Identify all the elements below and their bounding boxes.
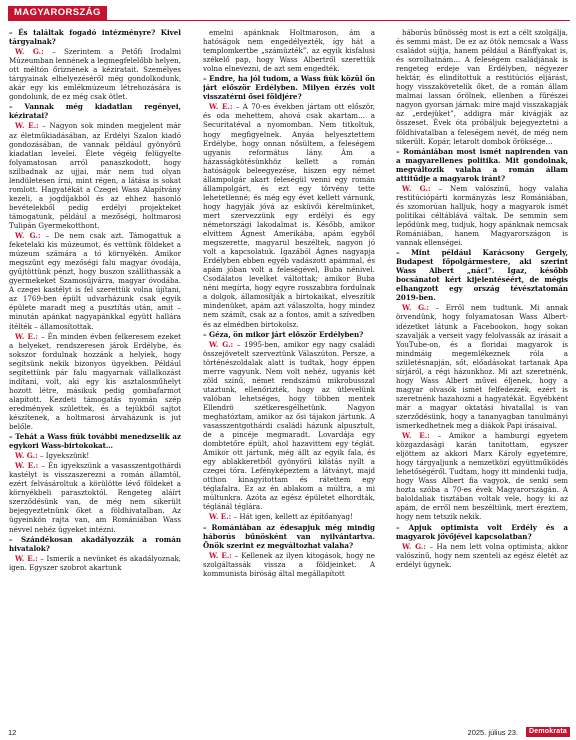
paragraph-text: – Vannak még kiadatlan regényei, kéziratai? <box>9 102 181 121</box>
interview-answer <box>9 461 181 533</box>
speaker-label: W. G.: <box>15 231 41 241</box>
article-column-3 <box>396 28 568 724</box>
speaker-label: W. E.: <box>15 121 39 131</box>
interview-question <box>9 432 181 450</box>
paragraph-text: – Erről nem tudtunk. Mi annak örvendünk, hogy folyamatosan Wass Albert-idézetket látunk a Facebookon, hogy sokan szavalják a verseit vagy felolvassák az írásait a YouTube-on, és a floridai magyarok is mindmáig megemlékeznek róla a születésnapján, sőt, előadásokat tartanak Apa sírjáról, a régi házunkhoz. Mi azt szeretnénk, hogy Wass Albert művei éljenek, hogy a magyar olvasók ismét felfedezzék, ezért is szeretnénk hazahozni a hagyatékát. Egyébként már a magyar oktatási hivatallal is van szerződésünk, hogy a tananyagban tanulmányi ismerkedhetnek meg a diákok Papi írásaival. <box>396 303 568 431</box>
interview-question <box>9 28 181 46</box>
speaker-label: W. E.: <box>209 512 232 522</box>
interview-answer <box>396 28 568 146</box>
interview-answer <box>396 303 568 430</box>
interview-answer <box>9 554 181 572</box>
interview-question <box>396 248 568 302</box>
speaker-label: W. E.: <box>15 553 38 563</box>
paragraph-text: háborús bűnösség most is ezt a célt szolgálja, és semmi mást. De ez az ötök nemcsak a Wass családot sújtja, hanem például a Bánffyakat is, és sorolhatnám… A feleségem családjának is rengeteg erdeje van Erdélyben, négyezer hektár, és elindítottuk a restitúciós eljárást, hogy visszakövetelik őket, de a román állam malmai lassan őrölnek, ellenben a fűrészei nagyon gyorsan járnak: mire majd visszakapják az „erdejüket”, addigra már kivágják az összeset. Évek óta próbáljuk bejegyeztetni a földhivatalban a feleségem nevét, de még nem sikerült. Kopár, letarolt dombok őröksége… <box>396 28 568 146</box>
paragraph-text: – Romániában az édesapjuk még mindig háborús bűnösként van nyilvántartva. Önök szerint ez megváltozhat valaha? <box>203 522 375 550</box>
interview-answer <box>396 542 568 569</box>
section-header <box>0 0 576 26</box>
header-rule <box>8 20 570 21</box>
paragraph-text: – Amikor a hamburgi egyetem közgazdasági karán tanítottam, egyszer eljöttem az akkori Marx Károly egyetemre, hogy tárgyaljunk a nemzetközi együttműködés lehetőségéről. Tudtam, hogy itt mindenki tudja, hogy Wass Albert fia vagyok, de senki sem hozta szóba a 70-es évek Magyarországán. A baloldaliak tisztában voltak vele, hogy ki az apám, de erről nem beszéltünk, mert éreztem, hogy nem tetszik nekik. <box>396 431 568 522</box>
paragraph-text: – De nem csak azt. Támogattuk a feketelaki kis múzeumot, és vettünk földeket a múzeum számára a tó környékén. Amikor megszűnt egy mezőségi falu magyar óvodája, gyűjtöttünk pénzt, hogy buszon szállíthassák a gyermekeket Szamosújvárra, magyar óvodába. A czegei kastélyt is fel szerettük volna újítani, az 1769-ben épült udvarházunk csak egyik épülete maradt meg a pusztítás után, amit – minután apánkat nagyapánkkal együtt hallára ítélték – államosítottak. <box>9 231 181 331</box>
interview-answer <box>203 102 375 328</box>
paragraph-text: – Ha nem lett volna optimista, akkor valószínű, hogy nem szenteli az egész életét az erdélyi ügynek. <box>396 541 568 569</box>
speaker-label: W. G.: <box>15 451 38 461</box>
speaker-label: W. G.: <box>209 339 234 349</box>
interview-question <box>396 147 568 183</box>
speaker-label: W. E.: <box>15 461 39 471</box>
speaker-label: W. G.: <box>402 183 431 193</box>
interview-answer <box>396 184 568 247</box>
paragraph-text: – A 70-es években jártam ott először, és oda mehettem, ahová csak akartam… a Securitatéval a nyomomban. Nem titkoltuk, hogy megfigyelnek. Anyáa helyesztettem Erdélybe, hogy onnan nősültem, a feleségem ugyanis református lány. Ám a házasságkötésünkhöz kellett a román hatóságok beleegyezése, hiszen egy német állampolgár akart feleségül venni egy román állampolgárt, és ezt egy törvény tette lehetetlenné; és még egy évet kellett várnunk, hogy hagyják jóvá az esküvői kérelmünket, mert szervezzünk egy erdélyi és egy németországi lakodalmat is. Később, amikor elvittem Ágnest Amerikába, apám egyből megszerette, magyarul beszéltek, nagyon jó volt a kapcsolatuk. Igazából Ágnes nagyapja Erdélyben ebben egyéb vadászott apámmal, és apám jóban volt a feleségével, Buba nénivel. Csodálatos levelket váltottak; amikor Buba néni megírta, hogy egyre rosszabbra fordulnak a dolgok, államosítják a birtokaikat, elveszítik mindenüket, apám azt válaszolta, hogy mindez nem számít, csak az a fontos, amit a szívedben és az elmédben birtokolsz. <box>203 102 375 329</box>
paragraph-text: – Romániában most ismét napirenden van a magyarellenes politika. Mit gondolnak, megváltozik valaha a román állam attitűdje a magyarok iránt? <box>396 146 568 183</box>
paragraph-text: emelni apánknak Holtmaroson, ám a hatóságok nem engedélyezték, így hát a templomkertbe „számüzték”, az egyik kisfalusi székelő pap, hogy Wass Albertről szerettük volna elnevezni, de azt sem engedték. <box>203 28 375 74</box>
section-tag: MAGYARORSZÁG <box>8 6 107 20</box>
interview-question <box>9 102 181 120</box>
paragraph-text: – Tehát a Wass fiúk további menedzselik az egykori Wass-birtokokat… <box>9 432 181 451</box>
interview-answer <box>9 231 181 331</box>
paragraph-text: – És találtak fogadó intézményre? Kivel tárgyalnak? <box>9 28 181 47</box>
speaker-label: W. E.: <box>15 331 39 341</box>
interview-question <box>203 330 375 339</box>
speaker-label: W. E.: <box>402 431 430 441</box>
interview-answer <box>9 451 181 460</box>
paragraph-text: – Géza, ön mikor járt először Erdélyben? <box>203 329 364 339</box>
paragraph-text: – Szerintem a Petőfi Irodalmi Múzeumban lennének a legmegfelelőbb helyen, ott méltón őriznének a kéziratait. Személyes tárgyainak elhelyezéséről még gondolkodunk, akár egy kis emlékmúzeum létrehozására is gondolunk, de ez még csak ötlet. <box>9 47 181 102</box>
interview-answer <box>203 551 375 578</box>
paragraph-text: – Szándékosan akadályozzák a román hivatalok? <box>9 534 181 553</box>
interview-answer <box>9 121 181 230</box>
paragraph-text: – Nem valószínű, hogy valaha restitúciópárti kormányzás lesz Romániában, és szomorúan halljuk, hogy a magyarok ismét politikai céltáblává váltak. De semmin sem lepődünk meg, tudjuk, hogy apánknak nemcsak Romániában, hanem Magyarországon is vannak ellenségei. <box>396 183 568 248</box>
paragraph-text: – Én minden évben felkeresem ezeket a helyeket, rendszeresen járok Erdélybe, és sokszor fordulnak hozzánk a helyiek, hogy segítsünk nekik bizonyos ügyekben. Például segítettünk pár falu magyarnak vállalkozást indítani, volt, aki egy kis asztalosműhelyt hozott létre, másikuk pedig gombafarmot alapított. Kezdeti támogatás nyomán szép eredmények születtek, és a tejükből sajtot készítenek, a holtmarosi árvaházunk is jut belőle. <box>9 331 181 432</box>
speaker-label: W. G.: <box>402 303 430 313</box>
article-column-2 <box>203 28 375 724</box>
paragraph-text: – Én igyekszünk a vasasszentgothárdi kastélyt is visszaszerezni a román államtól, ezért felvásároltuk a körülötte lévő földeket a környékbeli parasztoktól. Rengeteg aláírt szerződésünk van, de még nem sikerült bejegyeztetnünk őket a földhivatalban. Az ügyeinkön rajta van, am Romániában Wass névvel nehéz ügyeket intézni. <box>9 461 181 534</box>
paragraph-text: – Mint például Karácsony Gergely, Budapest főpolgármestere, aki szerint Wass Albert „náci”. Igaz, később bocsánatot kért kijelentéséért, de mégis elhangzott egy ország tévésztatomán 2019-ben. <box>396 248 568 303</box>
paragraph-text: – 1995-ben, amikor egy nagy családi összejövetelt szerveztünk Válaszúton. Persze, a történészoldalak alatt is tudtak, hogy éppen merre vagyunk. Nem volt nehéz, ugyanis két zöld színű, német rendszámú mikrobusszal utaztunk, ellenőrizték, hogy az útlevelünk valóban lehetséges, hogy többen mentek Ellendrö szétkeresgélhetünk. Nagyon meghatóztam, amikor az ősi tájakon jártunk. A vasasszentgothárdi családi házunk alpusztult, de a pincéje megmaradt. Lovardája egy dombtetőre épült, ahol hazavittem egy téglát. Amikor ott jártunk, még állt az egyik fala, és egy ablakkeretből gyönyörű kilátás nyílt a czegei tóra. Lefényképeztem a látványt, majd otthon kinagyítottam és rátettem egy téglafalra. Ez az én ablakom a múltra, a mi múltunkra. Azóta az egész épületet elhordták, téglánál téglára. <box>203 339 375 512</box>
speaker-label: W. E.: <box>209 102 233 112</box>
interview-answer <box>203 340 375 512</box>
speaker-label: W. G.: <box>15 47 44 57</box>
speaker-label: W. E.: <box>209 550 232 560</box>
page-footer <box>0 728 576 740</box>
paragraph-text: – Endre, ha jól tudom, a Wass fiúk közül ön járt először Erdélyben. Milyen érzés volt visszatérni ősei földjére? <box>203 74 375 102</box>
interview-question <box>203 74 375 101</box>
interview-question <box>203 523 375 550</box>
interview-answer <box>396 431 568 521</box>
interview-answer <box>9 47 181 101</box>
paragraph-text: – Nagyon sok minden megjelent már az életműkiadásában, az Erdélyi Szalon kiadó gondozásában, de vannak például gyönyörű kiadatlan levelei. Élete végéig felügyelte folyamatosan arról panaszkodott, hogy szilbadnak az ujjai, már nem tud olyan lendületesen írni, mint régen, a látása is sokat romlott. Hagyatékát a Czegei Wass Alapítvány kezeli, a jogdíjakból és az ehhez hasonló bevételekből pedig erdélyi projekteket támogatunk, például a mezőségi, holtmarosi Tulipán Gyermekotthont. <box>9 121 181 230</box>
paragraph-text: – Kellenek az ilyen kitogások, hogy ne szolgáltassák vissza a földjeinket. A kommunista bíróság által megállapított <box>203 550 375 578</box>
paragraph-text: – Ismerik a nevünket és akadályoznak, igen. Egyszer szobrot akartunk <box>9 553 181 572</box>
paragraph-text: – Igyekszünk! <box>37 451 90 461</box>
page-number: 12 <box>8 728 17 737</box>
paragraph-text: – Apjuk optimista volt Erdély és a magyarok jövőjével kapcsolatban? <box>396 522 568 541</box>
interview-answer <box>203 28 375 73</box>
article-column-1 <box>9 28 181 724</box>
interview-question <box>9 535 181 553</box>
publication-logo: Demokrata <box>526 727 570 737</box>
interview-question <box>396 523 568 541</box>
paragraph-text: – Hát igen, kellett az építőanyag! <box>231 512 353 522</box>
speaker-label: W. G.: <box>402 541 426 551</box>
interview-answer <box>9 332 181 432</box>
issue-date: 2025. július 23. <box>467 728 518 737</box>
interview-answer <box>203 512 375 521</box>
